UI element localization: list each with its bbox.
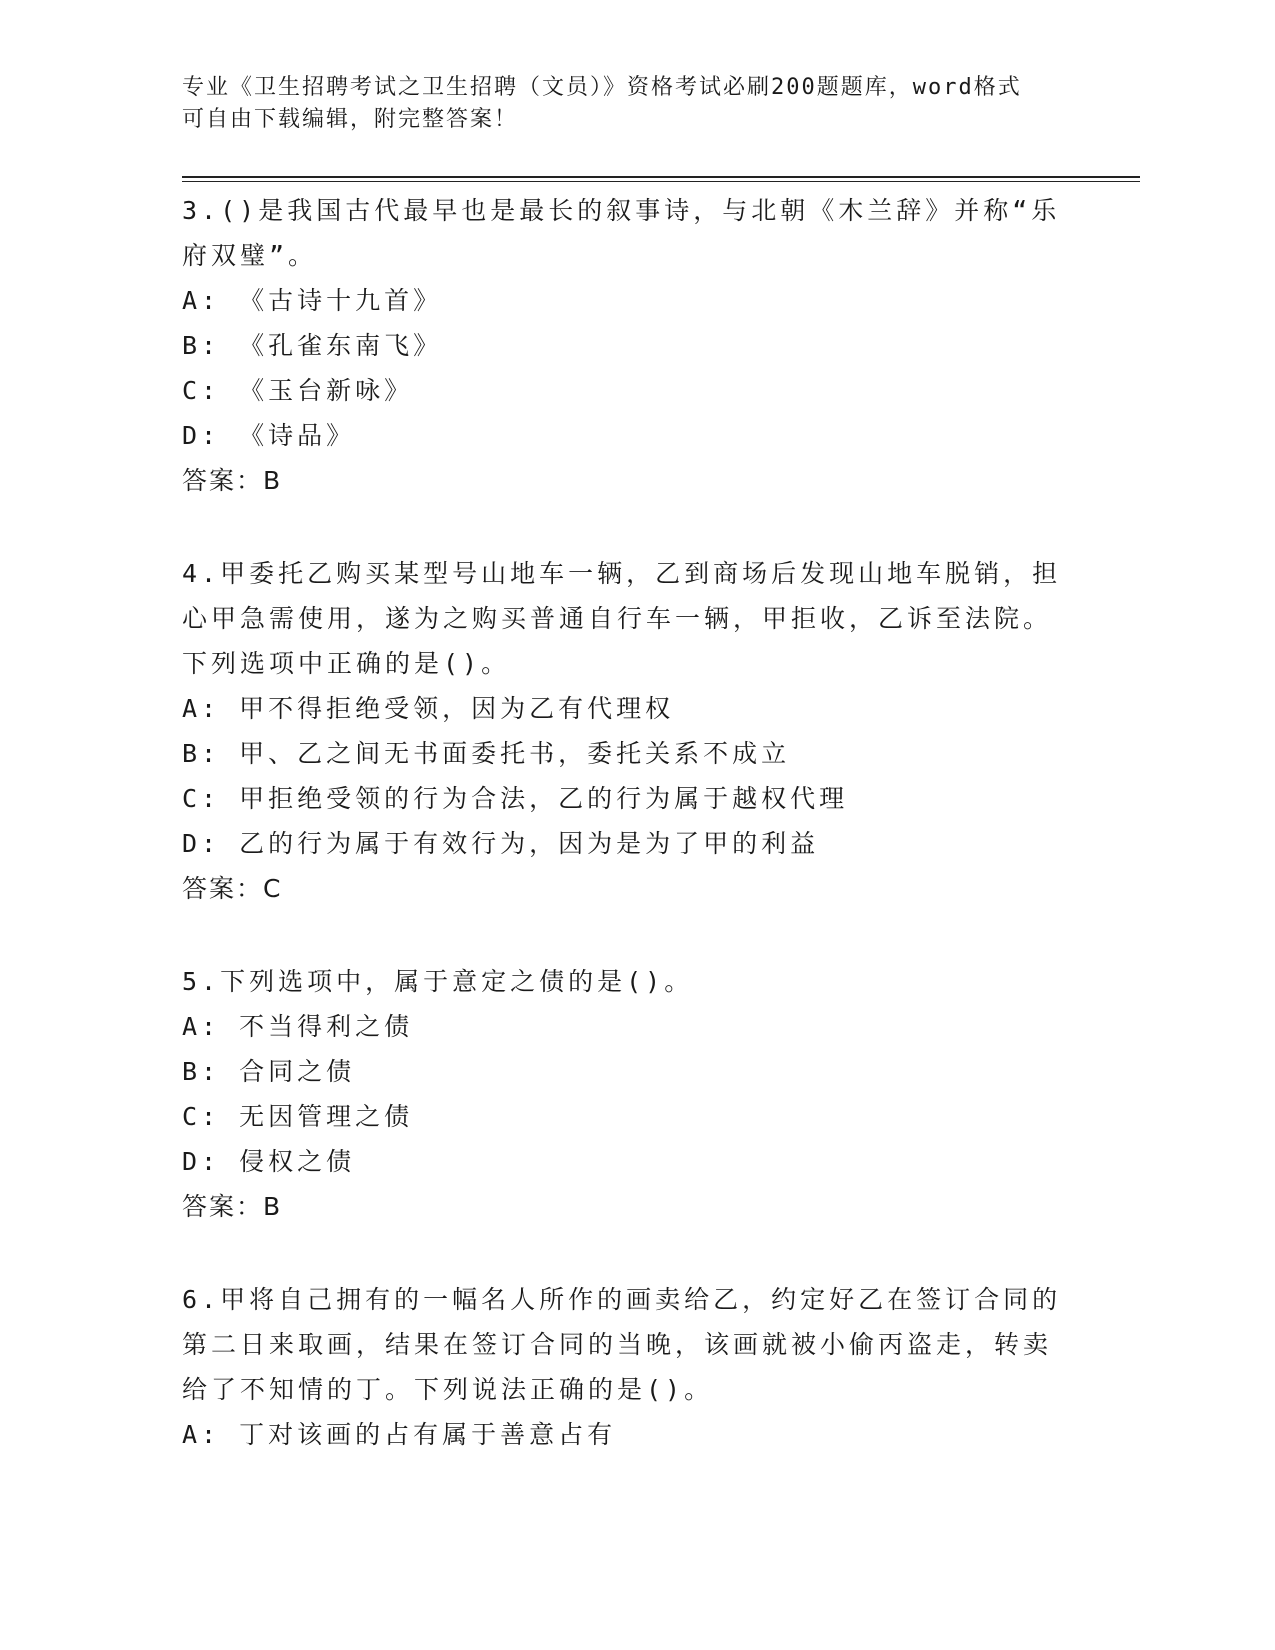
option-label: C: [182, 784, 221, 813]
question-5 [182, 959, 1062, 1229]
option-label: C: [182, 1102, 221, 1131]
question-4 [182, 551, 1062, 911]
answer-line: 答案：B [182, 1192, 283, 1221]
option-label: A: [182, 286, 221, 315]
option-text: 甲不得拒绝受领，因为乙有代理权 [239, 694, 675, 723]
option-label: D: [182, 1147, 221, 1176]
question-stem: 6.甲将自己拥有的一幅名人所作的画卖给乙，约定好乙在签订合同的第二日来取画，结果在签订合同的当晚，该画就被小偷丙盗走，转卖给了不知情的丁。下列说法正确的是()。 [182, 1285, 1062, 1404]
question-spacer [182, 911, 1062, 959]
option-text: 乙的行为属于有效行为，因为是为了甲的利益 [239, 829, 820, 858]
question-spacer [182, 1229, 1062, 1277]
header-line-1: 专业《卫生招聘考试之卫生招聘（文员）》资格考试必刷200题题库，word格式 [182, 75, 1022, 100]
option-d [182, 1139, 1062, 1184]
question-spacer [182, 503, 1062, 551]
option-label: A: [182, 1420, 221, 1449]
option-text: 无因管理之债 [239, 1102, 414, 1131]
header-divider-thin [182, 181, 1140, 182]
option-a [182, 1004, 1062, 1049]
option-a [182, 278, 1062, 323]
option-c [182, 368, 1062, 413]
option-text: 甲拒绝受领的行为合法，乙的行为属于越权代理 [239, 784, 849, 813]
option-text: 《古诗十九首》 [239, 286, 443, 315]
answer-line: 答案：C [182, 874, 283, 903]
option-text: 《孔雀东南飞》 [239, 331, 443, 360]
option-d [182, 413, 1062, 458]
option-b [182, 1049, 1062, 1094]
option-a [182, 1412, 1062, 1457]
option-label: B: [182, 739, 221, 768]
option-a [182, 686, 1062, 731]
answer-line: 答案：B [182, 466, 283, 495]
question-stem: 3.()是我国古代最早也是最长的叙事诗，与北朝《木兰辞》并称“乐府双璧”。 [182, 196, 1061, 270]
header-divider-thick [182, 176, 1140, 178]
option-label: D: [182, 829, 221, 858]
question-3 [182, 188, 1062, 503]
option-text: 《诗品》 [239, 421, 356, 450]
option-text: 不当得利之债 [239, 1012, 414, 1041]
question-stem: 4.甲委托乙购买某型号山地车一辆，乙到商场后发现山地车脱销，担心甲急需使用，遂为之购买普通自行车一辆，甲拒收，乙诉至法院。下列选项中正确的是()。 [182, 559, 1062, 678]
option-c [182, 776, 1062, 821]
question-stem: 5.下列选项中，属于意定之债的是()。 [182, 967, 694, 996]
option-text: 甲、乙之间无书面委托书，委托关系不成立 [239, 739, 791, 768]
document-header [182, 72, 1042, 136]
option-label: D: [182, 421, 221, 450]
option-b [182, 731, 1062, 776]
option-text: 侵权之债 [239, 1147, 356, 1176]
option-text: 合同之债 [239, 1057, 356, 1086]
option-text: 丁对该画的占有属于善意占有 [239, 1420, 617, 1449]
question-list [182, 188, 1062, 1457]
option-label: A: [182, 694, 221, 723]
option-d [182, 821, 1062, 866]
option-text: 《玉台新咏》 [239, 376, 414, 405]
option-label: C: [182, 376, 221, 405]
option-label: B: [182, 331, 221, 360]
question-6 [182, 1277, 1062, 1457]
option-c [182, 1094, 1062, 1139]
header-line-2: 可自由下载编辑，附完整答案！ [182, 107, 519, 132]
option-b [182, 323, 1062, 368]
option-label: B: [182, 1057, 221, 1086]
option-label: A: [182, 1012, 221, 1041]
